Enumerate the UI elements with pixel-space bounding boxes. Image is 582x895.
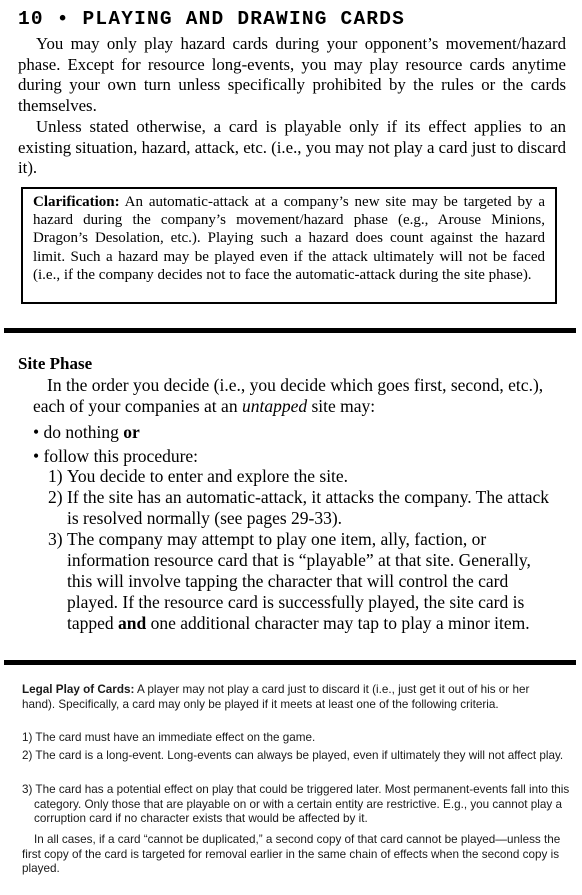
step-number: 2)	[48, 487, 63, 507]
bullet-do-nothing	[33, 422, 140, 443]
site-intro-emphasis: untapped	[241, 396, 308, 416]
legal-criterion-3: 3) The card has a potential effect on play that could be triggered later. Most permanent-events fall into this category. Only those that are playable on or with a certain entity are restrictive. E.g., you cannot play a corruption card if no character exists that would be affected by it.	[22, 783, 570, 826]
legal-closing: In all cases, if a card “cannot be duplicated,” a second copy of that card cannot be played—unless the first copy of the card is targeted for removal earlier in the same chain of effects when the second copy is played.	[22, 833, 561, 876]
legal-play-label: Legal Play of Cards:	[22, 683, 135, 696]
site-intro-b: site may:	[307, 396, 376, 416]
step-number: 1)	[48, 466, 63, 486]
clarification-label: Clarification:	[33, 194, 120, 210]
site-phase-intro	[33, 375, 553, 417]
step-number: 3)	[48, 529, 63, 549]
bullet-follow-procedure: • follow this procedure:	[33, 446, 199, 466]
step-text: You decide to enter and explore the site.	[67, 466, 349, 486]
legal-criterion-1: 1) The card must have an immediate effect on the game.	[22, 731, 316, 744]
step-text	[67, 529, 558, 634]
step-3-text-b: one additional character may tap to play a minor item.	[146, 613, 530, 633]
legal-criterion-2: 2) The card is a long-event. Long-events can always be played, even if ultimately they will not affect play.	[22, 749, 564, 762]
bullet-or: or	[123, 422, 140, 442]
paragraph-hazard-timing: You may only play hazard cards during your opponent’s movement/hazard phase. Except for resource long-events, you may play resource cards anytime during your own turn unless specifically prohibited by the rules or the cards themselves.	[18, 34, 566, 116]
procedure-step-1	[48, 466, 558, 487]
clarification-box	[21, 187, 557, 304]
section-heading: 10 • PLAYING AND DRAWING CARDS	[18, 8, 406, 30]
step-text: If the site has an automatic-attack, it attacks the company. The attack is resolved normally (see pages 29-33).	[67, 487, 550, 528]
divider-top	[4, 328, 576, 333]
step-3-and: and	[118, 613, 147, 633]
legal-play-intro-text: A player may not play a card just to discard it (i.e., just get it out of his or her hand). Specifically, a card may only be played if it meets at least one of the following criteria.	[22, 683, 530, 711]
site-phase-title: Site Phase	[18, 354, 93, 373]
legal-play-intro	[22, 683, 562, 712]
site-intro-a: In the order you decide (i.e., you decide which goes first, second, etc.), each of your companies at an	[33, 375, 544, 416]
procedure-step-2	[48, 487, 558, 529]
clarification-body: An automatic-attack at a company’s new site may be targeted by a hazard during the company’s movement/hazard phase (e.g., Arouse Minions, Dragon’s Desolation, etc.). Playing such a hazard does count against the hazard limit. Such a hazard may be played even if the attack ultimately will not be faced (i.e., if the company decides not to face the automatic-attack during the site phase).	[33, 194, 545, 283]
bullet-do-nothing-text: • do nothing	[33, 422, 124, 442]
paragraph-playable-rule: Unless stated otherwise, a card is playable only if its effect applies to an existing situation, hazard, attack, etc. (i.e., you may not play a card just to discard it).	[18, 117, 566, 178]
procedure-step-3	[48, 529, 558, 634]
clarification-text	[33, 193, 545, 284]
step-3-text-a: The company may attempt to play one item, ally, faction, or information resource card that is “playable” at that site. Generally, this will involve tapping the character that will control the card played. If the resource card is successfully played, the site card is tapped	[67, 529, 531, 633]
divider-bottom	[4, 660, 576, 665]
